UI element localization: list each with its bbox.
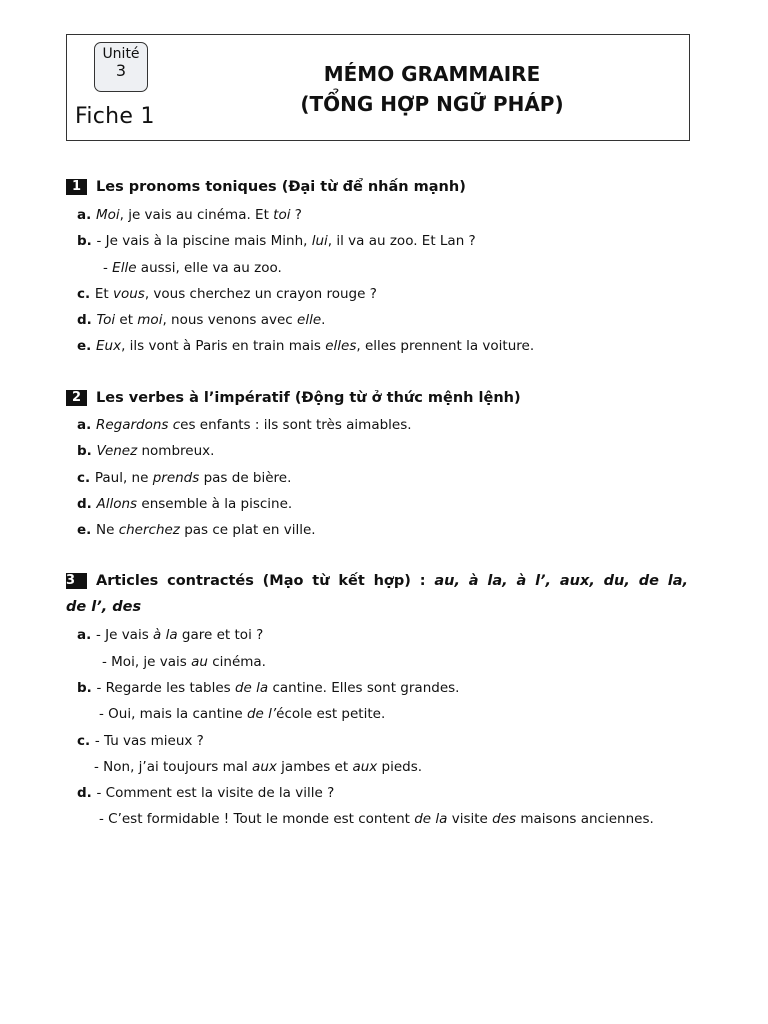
section-heading-text: Les pronoms toniques (Đại từ để nhấn mạnh) [96, 179, 466, 195]
header-box [66, 34, 690, 141]
item-letter: e. [77, 338, 96, 354]
section-number-badge: 3 [66, 573, 87, 589]
emphasized-text: au [191, 654, 208, 670]
list-item [77, 233, 476, 249]
list-item [77, 733, 204, 749]
list-item [77, 312, 325, 328]
item-letter: b. [77, 233, 97, 249]
item-letter: d. [77, 496, 97, 512]
item-letter: e. [77, 522, 96, 538]
item-text: - Tu vas mieux ? [94, 733, 204, 749]
list-item [102, 654, 266, 670]
list-item [77, 286, 377, 302]
emphasized-text: aux [252, 759, 277, 775]
emphasized-text: des [492, 811, 517, 827]
list-item [77, 443, 214, 459]
item-letter: c. [77, 470, 95, 486]
item-text: Ne [95, 522, 119, 538]
item-text: cantine. Elles sont grandes. [268, 680, 460, 696]
item-text: maisons anciennes. [516, 811, 654, 827]
list-item [77, 522, 316, 538]
item-text: Paul, ne [94, 470, 153, 486]
emphasized-text: moi [137, 312, 163, 328]
list-item [77, 680, 459, 696]
list-item [77, 785, 334, 801]
item-text: Et [94, 286, 113, 302]
emphasized-text: Venez [96, 443, 138, 459]
item-text: cinéma. [207, 654, 266, 670]
item-text: - Je vais [95, 627, 154, 643]
list-item [103, 260, 282, 276]
item-text: gare et toi ? [177, 627, 264, 643]
item-text: jambes et [276, 759, 353, 775]
emphasized-text: Eux [95, 338, 122, 354]
item-text: - Moi, je vais [102, 654, 192, 670]
item-letter: a. [77, 207, 96, 223]
section-3-heading-continued: de l’, des [66, 599, 142, 615]
item-text: , vous cherchez un crayon rouge ? [144, 286, 377, 302]
item-text: nombreux. [137, 443, 215, 459]
fiche-label: Fiche 1 [75, 104, 155, 129]
list-item [77, 470, 291, 486]
list-item [99, 706, 385, 722]
list-item [77, 207, 302, 223]
list-item [77, 338, 534, 354]
emphasized-text: prends [152, 470, 200, 486]
item-text: . [321, 312, 326, 328]
item-text: , il va au zoo. Et Lan ? [327, 233, 476, 249]
item-letter: c. [77, 733, 95, 749]
list-item [99, 811, 654, 827]
emphasized-text: elles [325, 338, 357, 354]
emphasized-text: Regardons c [95, 417, 181, 433]
page-subtitle: (TỔNG HỢP NGỮ PHÁP) [300, 92, 564, 116]
item-text: - [103, 260, 113, 276]
item-text: - Non, j’ai toujours mal [94, 759, 253, 775]
item-text: , nous venons avec [162, 312, 298, 328]
emphasized-text: cherchez [118, 522, 180, 538]
page-title: MÉMO GRAMMAIRE [323, 62, 541, 86]
item-letter: a. [77, 417, 96, 433]
emphasized-text: aux [352, 759, 378, 775]
item-text: ensemble à la piscine. [137, 496, 293, 512]
item-text: visite [447, 811, 493, 827]
section-1-heading [66, 179, 466, 195]
section-3-heading [66, 573, 688, 589]
item-letter: b. [77, 443, 97, 459]
item-letter: a. [77, 627, 96, 643]
item-text: - Oui, mais la cantine [99, 706, 247, 722]
section-heading-text: Articles contractés (Mạo từ kết hợp) : [96, 573, 426, 589]
emphasized-text: Toi [96, 312, 116, 328]
item-text: , elles prennent la voiture. [356, 338, 535, 354]
item-text: pas ce plat en ville. [179, 522, 316, 538]
list-item [77, 627, 263, 643]
item-letter: b. [77, 680, 97, 696]
item-text: aussi, elle va au zoo. [136, 260, 282, 276]
unit-number: 3 [115, 61, 127, 80]
section-heading-italic: au, à la, à l’, aux, du, de la, [434, 573, 688, 589]
unit-label: Unité [102, 46, 140, 62]
list-item [77, 496, 292, 512]
item-text: , je vais au cinéma. Et [119, 207, 274, 223]
item-text: , ils vont à Paris en train mais [121, 338, 326, 354]
list-item [94, 759, 422, 775]
emphasized-text: toi [273, 207, 291, 223]
item-text: es enfants : ils sont très aimables. [180, 417, 412, 433]
emphasized-text: de la [234, 680, 269, 696]
emphasized-text: vous [112, 286, 145, 302]
emphasized-text: Allons [96, 496, 138, 512]
emphasized-text: Moi [95, 207, 120, 223]
item-text: - Comment est la visite de la ville ? [96, 785, 335, 801]
item-text: pas de bière. [199, 470, 292, 486]
emphasized-text: à la [153, 627, 178, 643]
item-text: - Je vais à la piscine mais Minh, [96, 233, 312, 249]
item-text: et [115, 312, 138, 328]
section-2-heading [66, 390, 521, 406]
item-letter: d. [77, 785, 97, 801]
emphasized-text: elle [297, 312, 322, 328]
list-item [77, 417, 412, 433]
item-text: - C’est formidable ! Tout le monde est content [99, 811, 415, 827]
emphasized-text: de la [414, 811, 448, 827]
item-letter: d. [77, 312, 97, 328]
section-number-badge: 2 [66, 390, 87, 406]
section-number-badge: 1 [66, 179, 87, 195]
emphasized-text: Elle [112, 260, 137, 276]
item-text: pieds. [377, 759, 423, 775]
item-text: école est petite. [276, 706, 386, 722]
item-text: - Regarde les tables [96, 680, 235, 696]
section-heading-text: Les verbes à l’impératif (Động từ ở thức mệnh lệnh) [96, 390, 521, 406]
emphasized-text: de l’ [246, 706, 277, 722]
item-letter: c. [77, 286, 95, 302]
item-text: ? [290, 207, 302, 223]
emphasized-text: lui [311, 233, 328, 249]
unit-badge [94, 42, 148, 92]
